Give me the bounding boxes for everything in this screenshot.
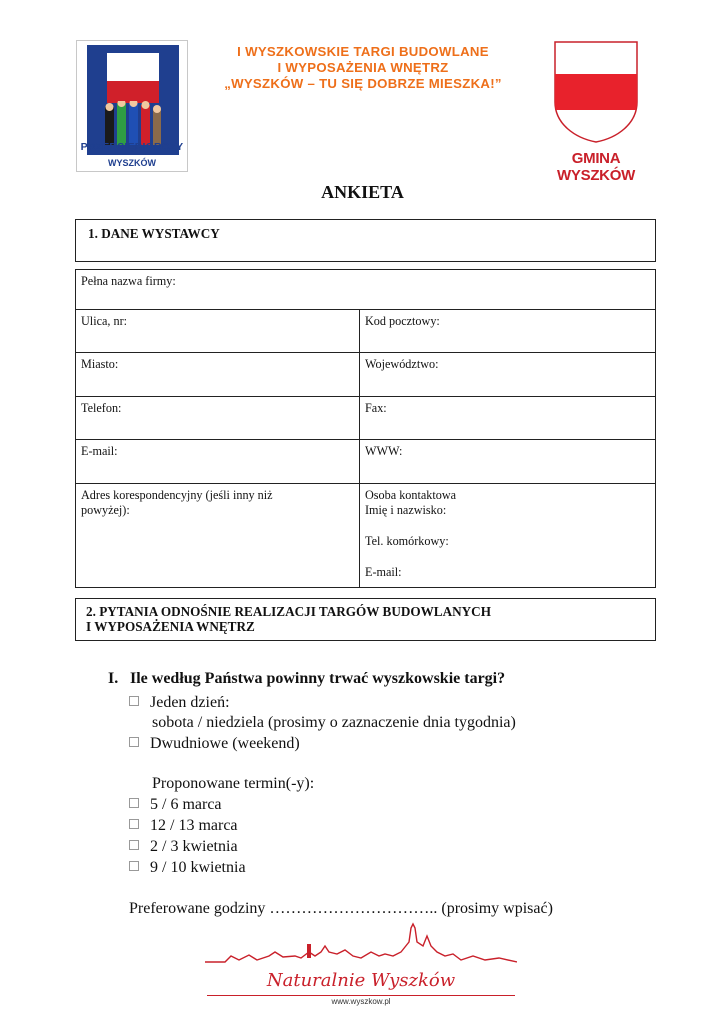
field-label: Adres korespondencyjny (jeśli inny niż: [81, 488, 273, 502]
spacer: [365, 518, 650, 534]
logo-flag-white: [107, 53, 159, 81]
question-text: Ile według Państwa powinny trwać wyszkowskie targi?: [130, 670, 506, 687]
preferred-hours-line[interactable]: Preferowane godziny ………………………….. (prosimy wpisać): [129, 900, 553, 917]
spacer: [365, 549, 650, 565]
street-field[interactable]: [76, 310, 360, 353]
checkbox-icon[interactable]: [129, 861, 139, 871]
left-logo-line1: PRZEDSIĘBIORCZY: [80, 141, 184, 153]
checkbox-icon[interactable]: [129, 696, 139, 706]
event-title-line2: I WYPOSAŻENIA WNĘTRZ: [277, 60, 449, 75]
date-label: 5 / 6 marca: [150, 796, 222, 813]
event-title: [190, 44, 536, 92]
table-row: [76, 353, 656, 397]
option-two-day[interactable]: [129, 733, 300, 754]
date-option[interactable]: [129, 836, 238, 857]
town-skyline-icon: [205, 922, 517, 972]
field-label: Osoba kontaktowa: [365, 488, 457, 502]
checkbox-icon[interactable]: [129, 798, 139, 808]
correspondence-address-field[interactable]: [76, 484, 360, 588]
checkbox-icon[interactable]: [129, 737, 139, 747]
table-row: [76, 484, 656, 588]
option-one-day-detail: sobota / niedziela (prosimy o zaznaczenie dnia tygodnia): [152, 714, 516, 731]
table-row: [76, 440, 656, 484]
table-row: [76, 270, 656, 310]
event-title-line1: I WYSZKOWSKIE TARGI BUDOWLANE: [237, 44, 489, 59]
section2-heading-line2: I WYPOSAŻENIA WNĘTRZ: [86, 619, 255, 634]
raised-hands-icon: [103, 101, 163, 145]
footer-url[interactable]: www.wyszkow.pl: [331, 997, 391, 1006]
field-label: powyżej):: [81, 503, 130, 517]
table-row: [76, 310, 656, 353]
option-label: Dwudniowe (weekend): [150, 735, 300, 752]
www-field[interactable]: [360, 440, 656, 484]
option-label: Jeden dzień:: [150, 694, 230, 711]
section-questions-heading: [75, 598, 656, 641]
date-label: 9 / 10 kwietnia: [150, 859, 246, 876]
date-label: 12 / 13 marca: [150, 817, 238, 834]
field-label: Imię i nazwisko:: [365, 503, 447, 517]
company-name-field[interactable]: [76, 270, 656, 310]
section2-heading-line1: 2. PYTANIA ODNOŚNIE REALIZACJI TARGÓW BUDOWLANYCH: [86, 604, 491, 619]
event-title-line3: „WYSZKÓW – TU SIĘ DOBRZE MIESZKA!”: [224, 76, 502, 91]
field-label: E-mail:: [365, 565, 402, 579]
gmina-wyszkow-label: GMINA WYSZKÓW: [557, 150, 635, 184]
document-title: ANKIETA: [321, 182, 404, 202]
city-field[interactable]: [76, 353, 360, 397]
date-option[interactable]: [129, 794, 222, 815]
email-field[interactable]: [76, 440, 360, 484]
question-number: I.: [108, 670, 119, 687]
question-1-heading: [108, 670, 505, 688]
phone-field[interactable]: [76, 397, 360, 440]
field-label: Telefon:: [81, 401, 122, 415]
table-row: [76, 397, 656, 440]
exhibitor-form-table: [75, 269, 656, 588]
proposed-dates-label: Proponowane termin(-y):: [152, 775, 315, 792]
fax-field[interactable]: [360, 397, 656, 440]
province-field[interactable]: [360, 353, 656, 397]
footer-brand: Naturalnie Wyszków: [266, 970, 456, 991]
przedsiebiorczy-wyszkow-logo: [76, 40, 188, 172]
field-label: E-mail:: [81, 444, 118, 458]
section1-heading-text: 1. DANE WYSTAWCY: [88, 226, 220, 241]
date-option[interactable]: [129, 815, 238, 836]
field-label: Tel. komórkowy:: [365, 534, 449, 548]
field-label: Miasto:: [81, 357, 119, 371]
section-exhibitor-data-heading: [75, 219, 656, 262]
left-logo-line2: WYSZKÓW: [108, 158, 156, 168]
logo-flag-red: [107, 81, 159, 103]
field-label: Województwo:: [365, 357, 439, 371]
field-label: Ulica, nr:: [81, 314, 128, 328]
gmina-crest-icon: [553, 40, 639, 144]
postal-code-field[interactable]: [360, 310, 656, 353]
date-option[interactable]: [129, 857, 246, 878]
date-label: 2 / 3 kwietnia: [150, 838, 238, 855]
field-label: Kod pocztowy:: [365, 314, 440, 328]
checkbox-icon[interactable]: [129, 819, 139, 829]
field-label: Fax:: [365, 401, 387, 415]
field-label: WWW:: [365, 444, 403, 458]
option-one-day[interactable]: [129, 692, 230, 713]
field-label: Pełna nazwa firmy:: [81, 274, 176, 288]
checkbox-icon[interactable]: [129, 840, 139, 850]
contact-person-field[interactable]: [360, 484, 656, 588]
footer-divider: [207, 995, 515, 996]
